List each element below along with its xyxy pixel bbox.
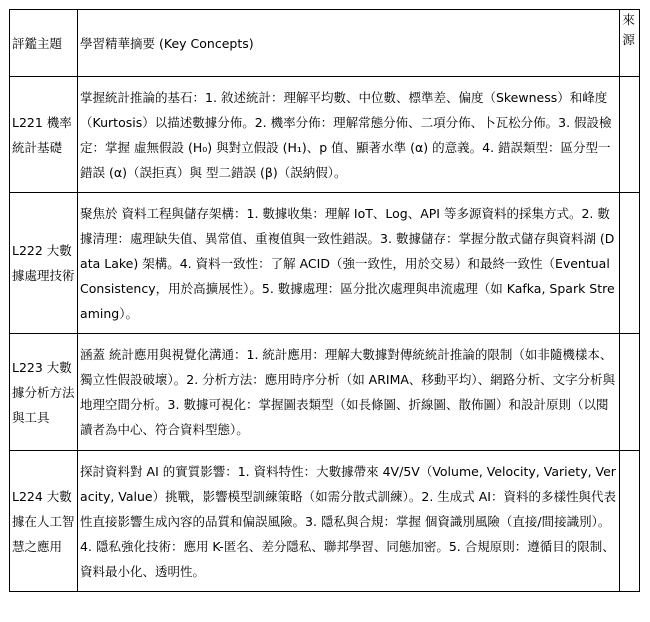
row-summary: 涵蓋 統計應用與視覺化溝通：1. 統計應用：理解大數據對傳統統計推論的限制（如非隨機樣本、獨立性假設破壞）。2. 分析方法：應用時序分析（如 ARIMA、移動平均）、網路分析、文字分析與地理空間分析。3. 數據可視化：掌握圖表類型（如長條圖、折線圖、散佈圖）和設計原則（以閱讀者為中心、符合資料型態）。 (78, 334, 620, 451)
row-source (620, 193, 640, 334)
header-summary: 學習精華摘要 (Key Concepts) (78, 10, 620, 77)
table-row (10, 193, 640, 334)
table-row (10, 451, 640, 592)
table-row (10, 77, 640, 193)
row-source (620, 451, 640, 592)
table-row (10, 334, 640, 451)
header-topic: 評鑑主題 (10, 10, 78, 77)
row-topic: L222 大數據處理技術 (10, 193, 78, 334)
header-source: 來源 (620, 10, 640, 77)
row-source (620, 77, 640, 193)
row-source (620, 334, 640, 451)
row-summary: 聚焦於 資料工程與儲存架構：1. 數據收集：理解 IoT、Log、API 等多源資料的採集方式。2. 數據清理：處理缺失值、異常值、重複值與一致性錯誤。3. 數據儲存：掌握分散式儲存與資料湖 (Data Lake) 架構。4. 資料一致性：了解 ACID（強一致性，用於交易）和最終一致性（Eventual Consistency，用於高擴展性）。5. 數據處理：區分批次處理與串流處理（如 Kafka, Spark Streaming）。 (78, 193, 620, 334)
header-row (10, 10, 640, 77)
row-summary: 探討資料對 AI 的實質影響：1. 資料特性：大數據帶來 4V/5V（Volume, Velocity, Variety, Veracity, Value）挑戰，影響模型訓練策略（如需分散式訓練）。2. 生成式 AI：資料的多樣性與代表性直接影響生成內容的品質和偏誤風險。3. 隱私與合規：掌握 個資識別風險（直接/間接識別）。4. 隱私強化技術：應用 K-匿名、差分隱私、聯邦學習、同態加密。5. 合規原則：遵循目的限制、資料最小化、透明性。 (78, 451, 620, 592)
row-topic: L223 大數據分析方法與工具 (10, 334, 78, 451)
row-summary: 掌握統計推論的基石：1. 敘述統計：理解平均數、中位數、標準差、偏度（Skewness）和峰度（Kurtosis）以描述數據分佈。2. 機率分佈：理解常態分佈、二項分佈、卜瓦松分佈。3. 假設檢定：掌握 虛無假設 (H₀) 與對立假設 (H₁)、p 值、顯著水準 (α) 的意義。4. 錯誤類型：區分型一錯誤 (α)（誤拒真）與 型二錯誤 (β)（誤納假）。 (78, 77, 620, 193)
row-topic: L221 機率統計基礎 (10, 77, 78, 193)
key-concepts-table (9, 9, 640, 592)
row-topic: L224 大數據在人工智慧之應用 (10, 451, 78, 592)
